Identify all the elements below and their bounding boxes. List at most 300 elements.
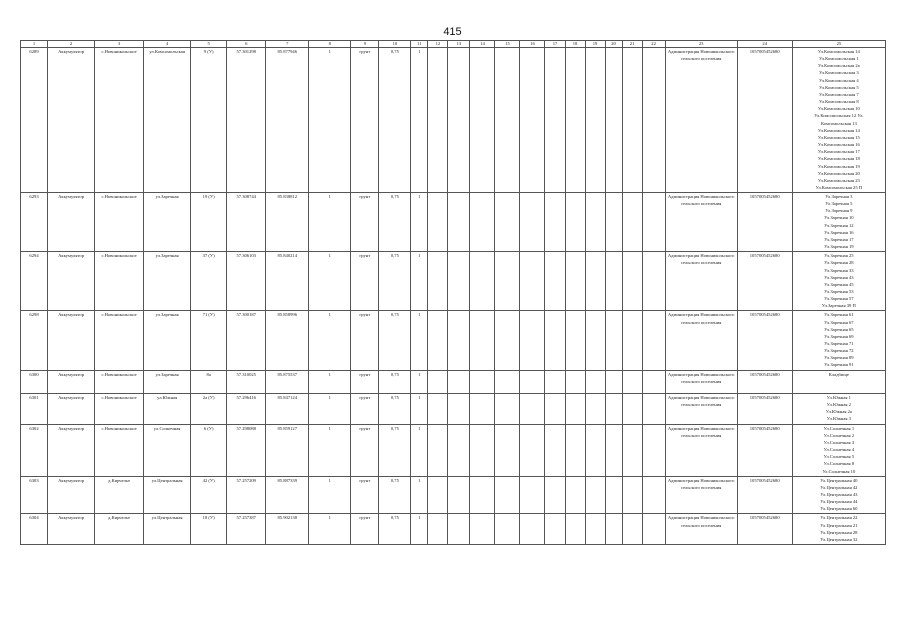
cell-surface: грунт [351,48,379,193]
address-line: Ул.Комсомольская 17 [817,149,860,155]
address-line: Ул.Солнечная 2 [823,432,855,438]
address-line: Ул.Заречная 39 П [821,303,856,309]
column-header: 22 [642,41,665,48]
address-line: Ул.Комсомольская 4 [819,77,859,83]
table-row [21,311,886,370]
cell-lon: 85.859127 [266,424,309,476]
table-row [21,193,886,252]
cell-empty [622,252,642,311]
address-line: Ул.Центральная 40 [820,477,858,483]
cell-num: 6298 [21,311,48,370]
cell-empty [585,424,605,476]
cell-street: ул.Заречная [144,370,191,393]
cell-empty [565,476,585,514]
cell-empty [642,370,665,393]
cell-empty [470,252,495,311]
cell-empty [545,193,565,252]
cell-lon: 85.838812 [266,193,309,252]
cell-lat: 57.298088 [227,424,266,476]
cell-surface: грунт [351,311,379,370]
address-line: Ул.Заречная 45 [824,281,854,287]
address-line: Ул.Заречная 67 [824,319,854,325]
cell-containers: 1 [411,252,428,311]
cell-inn: 1057005452680 [737,370,792,393]
cell-empty [448,424,470,476]
address-line: Ул.Солнечная 1 [823,425,855,431]
cell-empty [448,476,470,514]
cell-empty [622,311,642,370]
cell-empty [622,394,642,425]
column-header: 11 [411,41,428,48]
cell-empty [585,476,605,514]
column-header: 18 [565,41,585,48]
cell-admin: Администрация Новоникольского сельского поселения [665,252,737,311]
column-header: 6 [227,41,266,48]
cell-street: ул.Солнечная [144,424,191,476]
cell-street: ул.Заречная [144,252,191,311]
column-header: 7 [266,41,309,48]
cell-containers: 1 [411,476,428,514]
address-line: Ул.Комсомольская 16 [817,142,860,148]
cell-empty [428,252,448,311]
address-line: Ул.Комсомольская 23 [817,177,860,183]
cell-lon: 85.877946 [266,48,309,193]
cell-containers: 1 [411,394,428,425]
cell-area: 0,75 [379,48,411,193]
address-line: Ул.Комсомольская 3 [819,70,859,76]
cell-empty [545,252,565,311]
cell-inn: 1057005452680 [737,252,792,311]
cell-name: Аккумулятор [48,193,95,252]
cell-empty [545,370,565,393]
cell-house: 9 (У) [191,48,227,193]
cell-addresses [792,476,885,514]
table-row [21,514,886,545]
column-header: 24 [737,41,792,48]
cell-containers: 1 [411,514,428,545]
registry-table [20,40,886,545]
cell-settlement: с.Новоникольское [95,193,144,252]
cell-empty [585,514,605,545]
cell-empty [545,48,565,193]
cell-empty [622,514,642,545]
cell-empty [585,394,605,425]
cell-addresses [792,394,885,425]
cell-empty [470,193,495,252]
cell-containers: 1 [411,193,428,252]
cell-inn: 1057005452680 [737,394,792,425]
cell-empty [495,394,520,425]
cell-area: 0,75 [379,394,411,425]
cell-settlement: с.Новоникольское [95,48,144,193]
address-line: Ул.Заречная 65 [824,326,854,332]
cell-empty [428,424,448,476]
address-line: Ул.Комсомольская 25 П [815,184,863,190]
cell-addresses [792,424,885,476]
column-header: 9 [351,41,379,48]
cell-inn: 1057005452680 [737,193,792,252]
cell-num: 6300 [21,370,48,393]
table-row [21,48,886,193]
cell-empty [428,476,448,514]
cell-empty [622,48,642,193]
cell-name: Аккумулятор [48,514,95,545]
address-line: Ул.Комсомольская 12 Ул. [814,113,864,119]
cell-settlement: с.Новоникольское [95,311,144,370]
cell-lon: 85.902138 [266,514,309,545]
address-line: Ул.Заречная 53 [824,288,854,294]
address-line: Ул.Заречная 17 [824,236,854,242]
cell-empty [495,424,520,476]
cell-admin: Администрация Новоникольского сельского поселения [665,514,737,545]
cell-admin: Администрация Новоникольского сельского поселения [665,424,737,476]
cell-inn: 1057005452680 [737,476,792,514]
cell-house: 19 (У) [191,193,227,252]
address-line: Ул.Центральная 28 [820,529,858,535]
cell-empty [605,193,622,252]
cell-containers: 1 [411,424,428,476]
address-line: Ул.Комсомольская 19 [817,163,860,169]
cell-empty [470,394,495,425]
cell-empty [520,394,545,425]
cell-area: 0,75 [379,193,411,252]
cell-num: 6301 [21,394,48,425]
address-line: Ул.Заречная 16 [824,229,854,235]
cell-area: 0,75 [379,424,411,476]
cell-empty [495,476,520,514]
cell-settlement: с.Новоникольское [95,370,144,393]
address-line: Ул.Заречная 43 [824,274,854,280]
cell-addresses [792,48,885,193]
cell-empty [520,193,545,252]
address-line: Ул.Комсомольская 2а [817,63,860,69]
cell-lat: 57.257387 [227,514,266,545]
cell-empty [642,514,665,545]
cell-empty [642,311,665,370]
cell-empty [545,514,565,545]
cell-empty [428,193,448,252]
address-line: Ул.Заречная 5 [825,201,853,207]
cell-lat: 57.308744 [227,193,266,252]
column-header: 1 [21,41,48,48]
cell-empty [448,48,470,193]
cell-empty [642,424,665,476]
address-line: Ул.Заречная 25 [824,253,854,259]
cell-name: Аккумулятор [48,370,95,393]
cell-name: Аккумулятор [48,311,95,370]
cell-empty [565,48,585,193]
cell-empty [495,514,520,545]
address-line: Ул.Солнечная 8 [823,461,855,467]
cell-count: 1 [309,424,351,476]
cell-empty [520,252,545,311]
cell-empty [520,424,545,476]
cell-containers: 1 [411,48,428,193]
address-line: Ул.Центральная 60 [820,506,858,512]
cell-empty [448,370,470,393]
cell-lon: 85.858996 [266,311,309,370]
cell-empty [520,514,545,545]
cell-empty [470,424,495,476]
address-line: Ул.Комсомольская 18 [817,156,860,162]
cell-house: 42 (У) [191,476,227,514]
cell-settlement: д.Кирчелье [95,514,144,545]
table-row [21,370,886,393]
cell-empty [428,394,448,425]
cell-count: 1 [309,193,351,252]
cell-empty [520,476,545,514]
cell-surface: грунт [351,252,379,311]
cell-num: 6302 [21,424,48,476]
address-line: Ул.Комсомольская 1 [819,56,859,62]
cell-admin: Администрация Новоникольского сельского поселения [665,48,737,193]
cell-empty [428,370,448,393]
column-header: 8 [309,41,351,48]
cell-empty [545,394,565,425]
cell-empty [605,252,622,311]
address-line: Ул.Комсомольская 20 [817,170,860,176]
address-line: Ул.Комсомольская 14 [817,49,860,54]
cell-lat: 57.296416 [227,394,266,425]
address-line: Ул.Южная 1 [826,395,851,400]
cell-empty [495,193,520,252]
cell-name: Аккумулятор [48,252,95,311]
cell-empty [565,394,585,425]
address-line: Ул.Заречная 89 [824,355,854,361]
cell-empty [585,252,605,311]
cell-street: ул.Южная [144,394,191,425]
cell-empty [428,48,448,193]
cell-empty [448,193,470,252]
cell-lon: 85.840214 [266,252,309,311]
cell-num: 6303 [21,476,48,514]
cell-surface: грунт [351,424,379,476]
cell-empty [495,48,520,193]
cell-house: 2а (У) [191,394,227,425]
cell-num: 6304 [21,514,48,545]
column-header: 5 [191,41,227,48]
cell-empty [605,476,622,514]
cell-area: 0,75 [379,252,411,311]
cell-num: 6289 [21,48,48,193]
cell-admin: Администрация Новоникольского сельского поселения [665,476,737,514]
cell-empty [565,514,585,545]
address-line: Ул.Заречная 57 [824,296,854,302]
cell-empty [642,394,665,425]
cell-settlement: д.Кирчелье [95,476,144,514]
cell-empty [545,311,565,370]
cell-count: 1 [309,252,351,311]
cell-count: 1 [309,514,351,545]
cell-empty [520,311,545,370]
cell-empty [642,252,665,311]
page-number: 415 [443,26,462,38]
cell-street: ул.Центральная [144,514,191,545]
cell-settlement: с.Новоникольское [95,424,144,476]
cell-street: ул.Заречная [144,311,191,370]
cell-name: Аккумулятор [48,394,95,425]
header-row [21,41,886,48]
address-line: Ул.Южная 3 [826,416,851,422]
cell-surface: грунт [351,394,379,425]
cell-settlement: с.Новоникольское [95,394,144,425]
address-line: Кладбище [828,371,849,377]
cell-house: 8а [191,370,227,393]
cell-empty [495,370,520,393]
address-line: Ул.Заречная 28 [824,260,854,266]
address-line: Ул.Заречная 12 [824,222,854,228]
column-header: 21 [622,41,642,48]
cell-surface: грунт [351,193,379,252]
column-header: 17 [545,41,565,48]
cell-empty [565,193,585,252]
cell-empty [470,514,495,545]
cell-empty [605,424,622,476]
table-body [21,48,886,545]
cell-lat: 57.300187 [227,311,266,370]
address-line: Ул.Южная 2а [825,409,852,415]
cell-count: 1 [309,48,351,193]
cell-empty [495,311,520,370]
cell-house: 37 (У) [191,252,227,311]
column-header: 19 [585,41,605,48]
column-header: 4 [144,41,191,48]
table-row [21,394,886,425]
cell-empty [448,311,470,370]
cell-count: 1 [309,394,351,425]
cell-inn: 1057005452680 [737,514,792,545]
cell-empty [605,370,622,393]
cell-empty [520,48,545,193]
cell-num: 6293 [21,193,48,252]
address-line: Ул.Южная 2 [826,402,851,408]
column-header: 20 [605,41,622,48]
cell-empty [642,476,665,514]
address-line: Комсомольская 13 [820,120,857,126]
cell-empty [585,370,605,393]
cell-empty [622,370,642,393]
address-line: Ул.Заречная 19 [824,244,854,250]
cell-empty [585,311,605,370]
column-header: 10 [379,41,411,48]
cell-addresses [792,514,885,545]
cell-num: 6294 [21,252,48,311]
cell-area: 0,75 [379,476,411,514]
cell-inn: 1057005452680 [737,424,792,476]
address-line: Ул.Солнечная 10 [822,468,856,474]
address-line: Ул.Комсомольская 8 [819,99,859,105]
cell-empty [565,311,585,370]
column-header: 13 [448,41,470,48]
address-line: Ул.Заречная 71 [824,341,854,346]
cell-surface: грунт [351,476,379,514]
cell-empty [642,48,665,193]
cell-lat: 57.306103 [227,252,266,311]
address-line: Ул.Заречная 91 [824,362,854,368]
cell-name: Аккумулятор [48,424,95,476]
address-line: Ул.Центральная 43 [820,491,858,497]
cell-empty [642,193,665,252]
cell-count: 1 [309,476,351,514]
cell-surface: грунт [351,514,379,545]
cell-lat: 57.310025 [227,370,266,393]
address-line: Ул.Заречная 69 [824,333,854,339]
cell-admin: Администрация Новоникольского сельского поселения [665,394,737,425]
address-line: Ул.Комсомольская 5 [819,84,859,90]
cell-street: ул.Центральная [144,476,191,514]
address-line: Ул.Центральная 22 [820,515,858,521]
table-row [21,252,886,311]
table-row [21,424,886,476]
cell-addresses [792,252,885,311]
cell-empty [622,193,642,252]
cell-count: 1 [309,311,351,370]
cell-count: 1 [309,370,351,393]
cell-admin: Администрация Новоникольского сельского поселения [665,370,737,393]
cell-addresses [792,370,885,393]
cell-empty [520,370,545,393]
cell-street: ул.Комсомольская [144,48,191,193]
cell-lon: 85.875537 [266,370,309,393]
column-header: 14 [470,41,495,48]
cell-empty [565,370,585,393]
cell-area: 0,75 [379,514,411,545]
address-line: Ул.Заречная 72 [824,348,854,354]
cell-empty [470,311,495,370]
column-header: 3 [95,41,144,48]
cell-empty [448,252,470,311]
cell-empty [605,394,622,425]
address-line: Ул.Солнечная 3 [823,439,855,445]
cell-empty [622,424,642,476]
address-line: Ул.Заречная 9 [825,208,853,214]
cell-empty [428,311,448,370]
address-line: Ул.Комсомольская 10 [817,106,860,112]
column-header: 12 [428,41,448,48]
address-line: Ул.Центральная 21 [820,522,858,528]
cell-lon: 85.887339 [266,476,309,514]
cell-empty [605,48,622,193]
cell-inn: 1057005452680 [737,48,792,193]
cell-street: ул.Заречная [144,193,191,252]
cell-inn: 1057005452680 [737,311,792,370]
cell-empty [545,424,565,476]
cell-lat: 57.301298 [227,48,266,193]
cell-empty [470,370,495,393]
cell-empty [545,476,565,514]
cell-lon: 85.847124 [266,394,309,425]
cell-addresses [792,193,885,252]
cell-empty [470,48,495,193]
cell-name: Аккумулятор [48,476,95,514]
address-line: Ул.Солнечная 5 [823,454,855,460]
cell-containers: 1 [411,370,428,393]
cell-empty [448,394,470,425]
cell-empty [585,48,605,193]
address-line: Ул.Комсомольская 15 [817,134,860,140]
cell-empty [605,514,622,545]
address-line: Ул.Центральная 42 [820,484,858,490]
address-line: Ул.Заречная 10 [824,215,854,221]
address-line: Ул.Заречная 61 [824,312,854,318]
column-header: 25 [792,41,885,48]
cell-name: Аккумулятор [48,48,95,193]
cell-addresses [792,311,885,370]
column-header: 15 [495,41,520,48]
table-row [21,476,886,514]
cell-area: 0,75 [379,370,411,393]
cell-house: 71 (У) [191,311,227,370]
